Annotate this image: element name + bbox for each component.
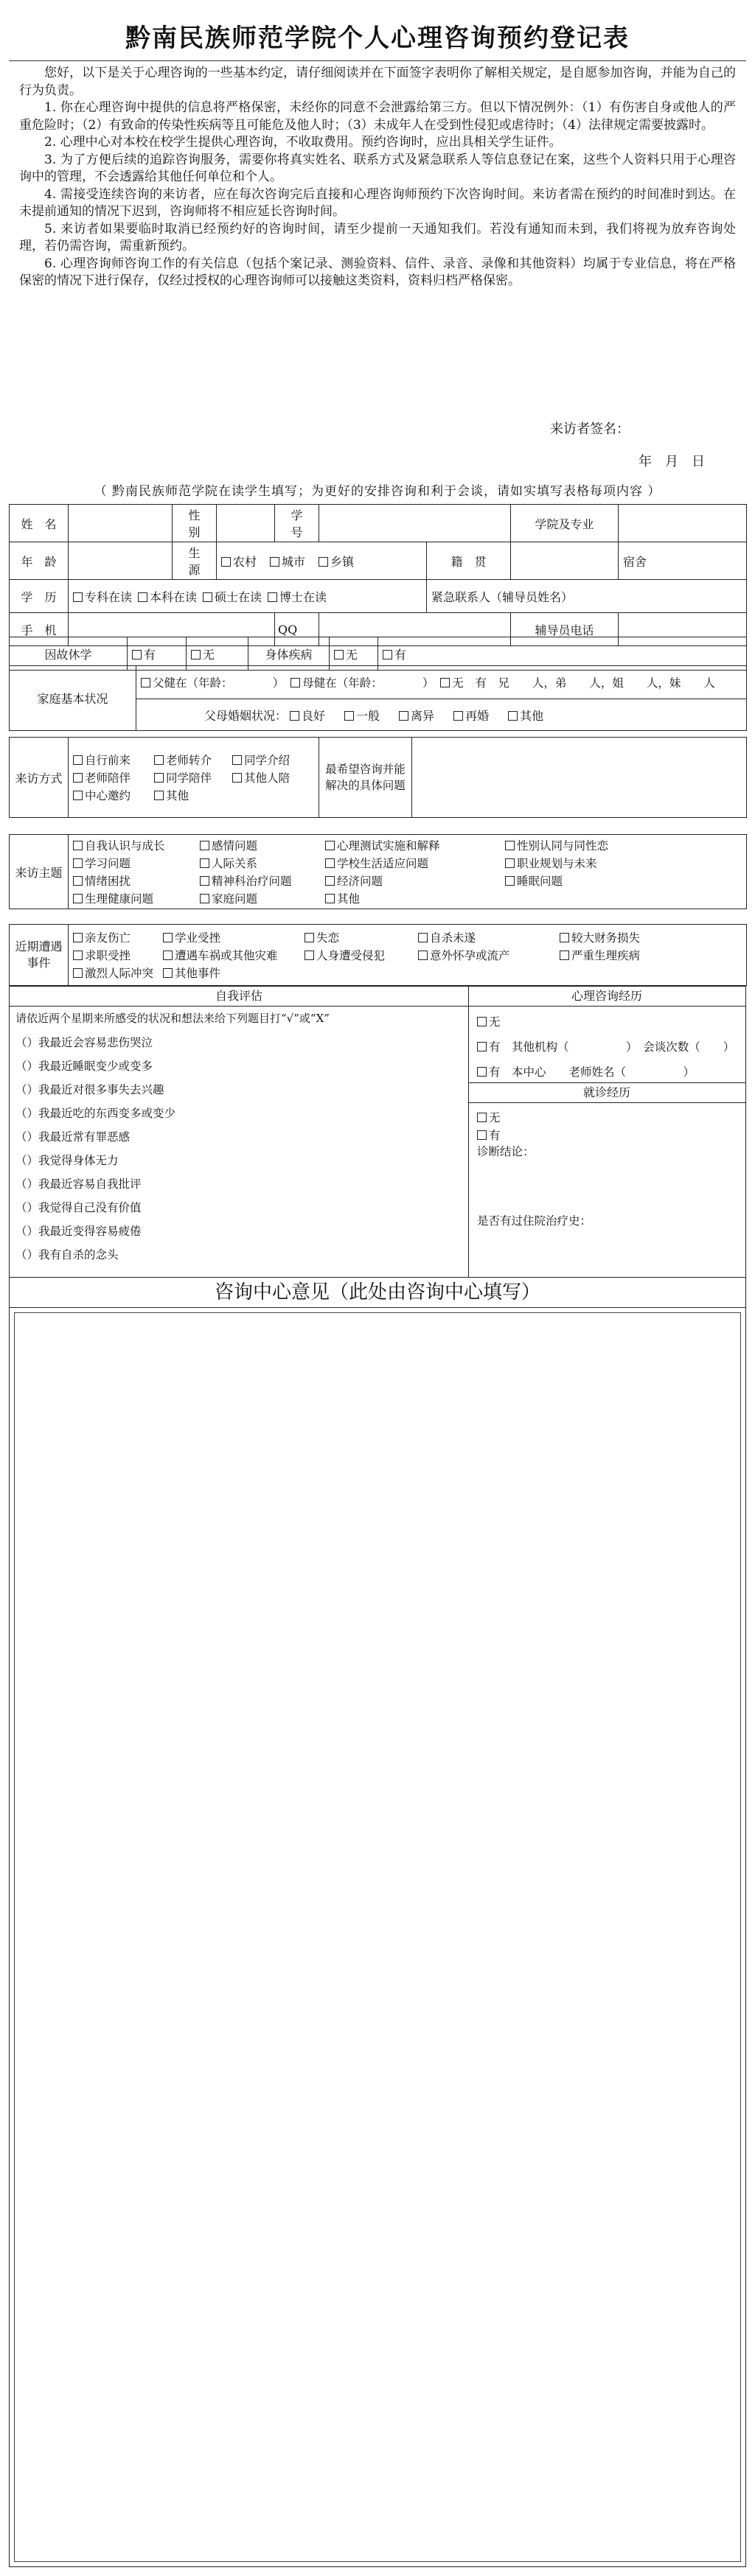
gender-field[interactable] — [217, 505, 275, 542]
visit-topic-option[interactable]: 经济问题 — [325, 872, 505, 889]
origin-label: 生 源 — [173, 542, 217, 580]
origin-option[interactable]: 城市 — [270, 553, 305, 570]
checkbox-icon — [505, 876, 515, 886]
name-field[interactable] — [69, 505, 173, 542]
qq-label: QQ — [278, 622, 298, 637]
origin-option[interactable]: 乡镇 — [319, 553, 354, 570]
recent-event-option[interactable]: 学业受挫 — [163, 929, 305, 945]
visit-topic-option[interactable]: 人际关系 — [200, 855, 325, 871]
visit-method-option[interactable]: 同学介绍 — [232, 752, 313, 768]
name-label: 姓 名 — [10, 505, 69, 542]
recent-event-option[interactable]: 遭遇车祸或其他灾难 — [163, 947, 305, 963]
marriage-option[interactable]: 其他 — [508, 707, 543, 724]
expected-issue-field[interactable] — [412, 738, 747, 818]
checkbox-icon — [73, 592, 83, 602]
education-option[interactable]: 专科在读 — [73, 588, 132, 605]
emergency-contact-label: 紧急联系人（辅导员姓名） — [431, 589, 574, 604]
father-option[interactable]: 父健在（年龄： ） — [141, 676, 284, 690]
checkbox-icon — [73, 773, 83, 783]
title-divider — [9, 60, 746, 61]
visit-method-option[interactable]: 其他人陪 — [232, 769, 313, 785]
checkbox-icon — [73, 968, 83, 978]
self-eval-item[interactable]: （）我最近睡眠变少或变多 — [15, 1060, 153, 1073]
recent-event-option[interactable]: 亲友伤亡 — [73, 929, 163, 945]
checkbox-icon — [290, 678, 300, 687]
center-opinion-title: 咨询中心意见（此处由咨询中心填写） — [9, 1278, 746, 1307]
recent-event-option[interactable]: 其他事件 — [163, 965, 305, 981]
self-eval-item[interactable]: （）我觉得身体无力 — [15, 1154, 119, 1167]
visit-topic-option[interactable]: 感情问题 — [200, 837, 325, 853]
education-options — [69, 580, 427, 613]
checkbox-icon — [508, 711, 518, 721]
checkbox-icon — [154, 791, 164, 800]
marriage-option[interactable]: 一般 — [344, 707, 380, 724]
family-members-row — [136, 666, 747, 699]
counselor-phone-label: 辅导员电话 — [511, 613, 619, 646]
checkbox-icon — [191, 650, 201, 659]
visit-topic-option[interactable]: 情绪困扰 — [73, 872, 200, 889]
intro-paragraph: 2. 心理中心对本校在校学生提供心理咨询，不收取费用。预约咨询时，应出具相关学生证件。 — [44, 135, 562, 150]
student-id-field[interactable] — [319, 505, 511, 542]
family-status-label: 家庭基本状况 — [10, 666, 136, 731]
visit-method-option[interactable]: 自行前来 — [73, 752, 154, 768]
siblings-option[interactable]: 无 有 兄 人，弟 人，姐 人，妹 人 — [440, 676, 715, 690]
recent-event-option[interactable]: 求职受挫 — [73, 947, 163, 963]
visit-topic-option[interactable]: 其他 — [325, 890, 505, 906]
self-eval-item[interactable]: （）我最近会容易悲伤哭泣 — [15, 1036, 153, 1049]
origin-option[interactable]: 农村 — [221, 553, 257, 570]
dorm-cell[interactable] — [619, 542, 747, 580]
checkbox-icon — [440, 678, 450, 687]
checkbox-icon — [73, 933, 83, 942]
education-option[interactable]: 硕士在读 — [203, 588, 262, 605]
expected-issue-label: 最希望咨询并能解决的具体问题 — [319, 738, 412, 818]
checkbox-icon — [477, 1113, 487, 1122]
visit-method-options — [69, 738, 319, 818]
checkbox-icon — [73, 951, 83, 960]
checkbox-icon — [325, 858, 335, 868]
checkbox-icon — [200, 858, 209, 868]
recent-event-option[interactable]: 较大财务损失 — [560, 929, 729, 945]
mother-option[interactable]: 母健在（年龄： ） — [290, 676, 434, 690]
intro-paragraph: 4. 需接受连续咨询的来访者，应在每次咨询完后直接和心理咨询师预约下次咨询时间。来访者需在预约的时间准时到达。在未提前通知的情况下迟到，咨询师将不相应延长咨询时间。 — [19, 186, 736, 219]
checkbox-icon — [73, 876, 83, 886]
visit-topic-option[interactable]: 生理健康问题 — [73, 890, 200, 906]
intro-paragraph: 3. 为了方便后续的追踪咨询服务，需要你将真实姓名、联系方式及紧急联系人等信息登记在案，这些个人资料只用于心理咨询中的管理，不会透露给其他任何单位和个人。 — [19, 152, 736, 184]
visit-topic-option[interactable]: 性别认同与同性恋 — [505, 837, 726, 853]
diagnosis-label: 诊断结论： — [477, 1145, 535, 1158]
self-eval-item[interactable]: （）我最近容易自我批评 — [15, 1177, 142, 1191]
native-place-field[interactable] — [511, 542, 619, 580]
medical-none-option[interactable]: 无 — [477, 1109, 501, 1125]
marriage-option[interactable]: 再婚 — [453, 707, 489, 724]
intro-text — [19, 65, 736, 290]
native-place-label: 籍 贯 — [427, 542, 511, 580]
checkbox-icon — [200, 894, 209, 903]
self-eval-item[interactable]: （）我有自杀的念头 — [15, 1248, 119, 1261]
checkbox-icon — [132, 650, 142, 659]
self-eval-header: 自我评估 — [10, 987, 468, 1007]
intro-paragraph: 您好，以下是关于心理咨询的一些基本约定，请仔细阅读并在下面签字表明你了解相关规定，是自愿参加咨询，并能为自己的行为负责。 — [19, 66, 736, 98]
treatment-history-label: 是否有过住院治疗史： — [477, 1214, 592, 1228]
visit-topic-option[interactable]: 家庭问题 — [200, 890, 325, 906]
checkbox-icon — [325, 894, 335, 903]
checkbox-icon — [73, 791, 83, 800]
checkbox-icon — [477, 1067, 487, 1077]
visit-topic-option[interactable]: 职业规划与未来 — [505, 855, 726, 871]
leave-yes-option[interactable]: 有 — [128, 637, 187, 671]
gender-label: 性 别 — [173, 505, 217, 542]
topic-table — [9, 834, 747, 909]
checkbox-icon — [319, 557, 328, 567]
origin-options — [217, 542, 427, 580]
visit-topic-options — [69, 835, 747, 909]
self-eval-item[interactable]: （）我最近变得容易疲倦 — [15, 1225, 142, 1238]
checkbox-icon — [268, 592, 277, 602]
education-option[interactable]: 本科在读 — [138, 588, 197, 605]
checkbox-icon — [200, 841, 209, 850]
intro-paragraph: 5. 来访者如果要临时取消已经预约好的咨询时间，请至少提前一天通知我们。若没有通知而未到，我们将视为放弃咨询处理，若仍需咨询，需重新预约。 — [19, 221, 736, 253]
checkbox-icon — [163, 951, 173, 960]
counsel-none-option[interactable]: 无 — [477, 1013, 501, 1029]
visit-topic-option[interactable]: 心理测试实施和解释 — [325, 837, 505, 853]
checkbox-icon — [334, 650, 344, 659]
checkbox-icon — [232, 773, 242, 783]
checkbox-icon — [305, 951, 314, 960]
checkbox-icon — [505, 858, 515, 868]
checkbox-icon — [73, 894, 83, 903]
checkbox-icon — [221, 557, 231, 567]
checkbox-icon — [73, 841, 83, 850]
checkbox-icon — [383, 650, 392, 659]
date-label: 年 月 日 — [639, 454, 705, 469]
self-eval-item[interactable]: （）我觉得自己没有价值 — [15, 1201, 142, 1214]
checkbox-icon — [141, 678, 150, 687]
recent-event-option[interactable]: 激烈人际冲突 — [73, 965, 163, 981]
checkbox-icon — [73, 755, 83, 765]
physical-illness-label: 身体疾病 — [248, 637, 330, 671]
visit-topic-option[interactable]: 精神科治疗问题 — [200, 872, 325, 889]
self-eval-history-section — [9, 986, 746, 1278]
age-label: 年 龄 — [10, 542, 69, 580]
recent-event-option[interactable]: 人身遭受侵犯 — [305, 947, 418, 963]
student-id-label: 学 号 — [275, 505, 319, 542]
checkbox-icon — [138, 592, 147, 602]
checkbox-icon — [418, 933, 428, 942]
checkbox-icon — [154, 773, 164, 783]
basic-info-table — [9, 504, 747, 646]
counsel-history-header: 心理咨询经历 — [468, 987, 745, 1007]
checkbox-icon — [270, 557, 279, 567]
recent-event-option[interactable]: 失恋 — [305, 929, 418, 945]
checkbox-icon — [418, 951, 428, 960]
column-divider — [468, 987, 469, 1277]
phone-label: 手 机 — [10, 613, 69, 646]
visit-topic-option[interactable]: 学习问题 — [73, 855, 200, 871]
signature-label: 来访者签名： — [550, 421, 630, 437]
checkbox-icon — [477, 1130, 487, 1140]
visit-method-option[interactable]: 中心邀约 — [73, 787, 154, 803]
recent-events-options — [69, 925, 747, 986]
parents-marriage-row — [136, 699, 747, 731]
checkbox-icon — [477, 1042, 487, 1051]
intro-paragraph: 1. 你在心理咨询中提供的信息将严格保密，未经你的同意不会泄露给第三方。但以下情况例外：（1）有伤害自身或他人的严重危险时；（2）有致命的传染性疾病等且可能危及他人时；（3）未成年人在受到性侵犯或虐待时；（4）法律规定需要披露时。 — [19, 100, 736, 133]
family-table — [9, 665, 747, 731]
checkbox-icon — [344, 711, 354, 721]
fill-note: （ 黔南民族师范学院在读学生填写；为更好的安排咨询和利于会谈，请如实填写表格每项内容 ） — [94, 484, 661, 499]
visit-topic-option[interactable]: 学校生活适应问题 — [325, 855, 505, 871]
illness-no-option[interactable]: 无 — [330, 637, 378, 671]
recent-event-option[interactable]: 意外怀孕或流产 — [418, 947, 560, 963]
illness-yes-option[interactable]: 有 — [378, 637, 747, 671]
leave-no-option[interactable]: 无 — [187, 637, 248, 671]
checkbox-icon — [505, 841, 515, 850]
checkbox-icon — [560, 951, 569, 960]
recent-event-option[interactable]: 自杀未遂 — [418, 929, 560, 945]
visit-method-option[interactable]: 老师转介 — [154, 752, 232, 768]
checkbox-icon — [232, 755, 242, 765]
dorm-label: 宿舍 — [623, 554, 647, 569]
marriage-option[interactable]: 良好 — [290, 707, 325, 724]
medical-history-header: 就诊经历 — [468, 1083, 745, 1103]
visit-topic-label: 来访主题 — [10, 835, 69, 909]
checkbox-icon — [154, 755, 164, 765]
intro-paragraph: 6. 心理咨询师咨询工作的有关信息（包括个案记录、测验资料、信件、录音、录像和其他资料）均属于专业信息，将在严格保密的情况下进行保存，仅经过授权的心理咨询师可以接触这类资料，资料归档严格保密。 — [19, 256, 736, 288]
visit-table — [9, 737, 747, 818]
visit-topic-option[interactable]: 睡眠问题 — [505, 872, 726, 889]
checkbox-icon — [203, 592, 212, 602]
checkbox-icon — [73, 858, 83, 868]
visit-method-label: 来访方式 — [10, 738, 69, 818]
checkbox-icon — [163, 968, 173, 978]
checkbox-icon — [200, 876, 209, 886]
college-major-label: 学院及专业 — [511, 505, 619, 542]
medical-yes-option[interactable]: 有 — [477, 1127, 501, 1143]
counsel-center-option[interactable]: 有 本中心 老师姓名（ ） — [477, 1063, 695, 1079]
checkbox-icon — [453, 711, 463, 721]
visit-method-option[interactable]: 老师陪伴 — [73, 769, 154, 785]
self-eval-instruction: 请依近两个星期来所感受的状况和想法来给下列题目打“√”或“X” — [15, 1012, 330, 1025]
center-opinion-box — [9, 1307, 746, 2567]
checkbox-icon — [325, 876, 335, 886]
self-eval-item[interactable]: （）我最近吃的东西变多或变少 — [15, 1107, 176, 1120]
checkbox-icon — [325, 841, 335, 850]
checkbox-icon — [399, 711, 408, 721]
marriage-option[interactable]: 离异 — [399, 707, 434, 724]
form-title: 黔南民族师范学院个人心理咨询预约登记表 — [125, 24, 630, 53]
parents-marriage-label: 父母婚姻状况： — [204, 708, 288, 723]
self-eval-item[interactable]: （）我最近对很多事失去兴趣 — [15, 1083, 164, 1096]
visit-method-option[interactable]: 同学陪伴 — [154, 769, 232, 785]
checkbox-icon — [305, 933, 314, 942]
age-field[interactable] — [69, 542, 173, 580]
checkbox-icon — [163, 933, 173, 942]
counsel-other-option[interactable]: 有 其他机构（ ） 会谈次数（ ） — [477, 1038, 734, 1054]
education-label: 学 历 — [10, 580, 69, 613]
visit-method-option[interactable]: 其他 — [154, 787, 232, 803]
events-table — [9, 924, 747, 986]
recent-events-label: 近期遭遇事件 — [10, 925, 69, 986]
visit-topic-option[interactable]: 自我认识与成长 — [73, 837, 200, 853]
checkbox-icon — [560, 933, 569, 942]
college-major-field[interactable] — [619, 505, 747, 542]
checkbox-icon — [290, 711, 299, 721]
emergency-contact-cell[interactable] — [427, 580, 747, 613]
center-opinion-field[interactable] — [14, 1312, 741, 2562]
leave-history-label: 因故休学 — [10, 637, 128, 671]
checkbox-icon — [477, 1017, 487, 1026]
recent-event-option[interactable]: 严重生理疾病 — [560, 947, 729, 963]
education-option[interactable]: 博士在读 — [268, 588, 327, 605]
self-eval-item[interactable]: （）我最近常有罪恶感 — [15, 1130, 131, 1144]
